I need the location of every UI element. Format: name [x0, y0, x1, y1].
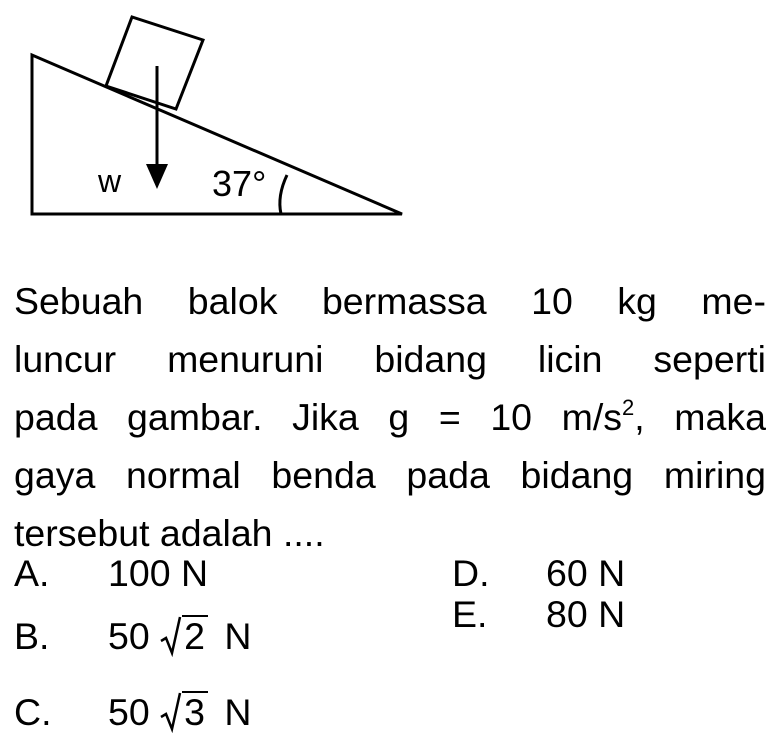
question-line-3: pada gambar. Jika g = 10 $m/s^2$, maka: [14, 394, 766, 438]
question-line-4: gaya normal benda pada bidang miring: [14, 454, 766, 496]
sqrt-symbol: 2: [160, 614, 208, 658]
weight-arrowhead: [146, 164, 168, 189]
question-line-1: Sebuah balok bermassa 10 kg me-: [14, 280, 766, 322]
question-line-5: tersebut adalah ....: [14, 512, 325, 554]
angle-label: 37°: [212, 163, 267, 204]
option-e-value: 80 N: [546, 593, 626, 635]
question-line-2: luncur menuruni bidang licin seperti: [14, 338, 766, 380]
option-d-value: 60 N: [546, 552, 626, 594]
option-c-letter: C.: [14, 691, 52, 733]
question-text: [14, 272, 766, 562]
block: [106, 17, 203, 109]
option-e-letter: E.: [452, 593, 488, 635]
option-b-letter: B.: [14, 615, 50, 657]
option-c-value: 50 3 N: [108, 691, 252, 733]
angle-arc: [280, 175, 287, 214]
exponent: 2: [622, 394, 635, 420]
weight-label: w: [98, 163, 122, 199]
option-b-value: 50 2 N: [108, 615, 252, 657]
sqrt-symbol: 3: [160, 690, 208, 734]
option-d-letter: D.: [452, 552, 490, 594]
inclined-plane-diagram: [0, 0, 420, 230]
option-a-value: 100 N: [108, 552, 209, 594]
option-a-letter: A.: [14, 552, 50, 594]
